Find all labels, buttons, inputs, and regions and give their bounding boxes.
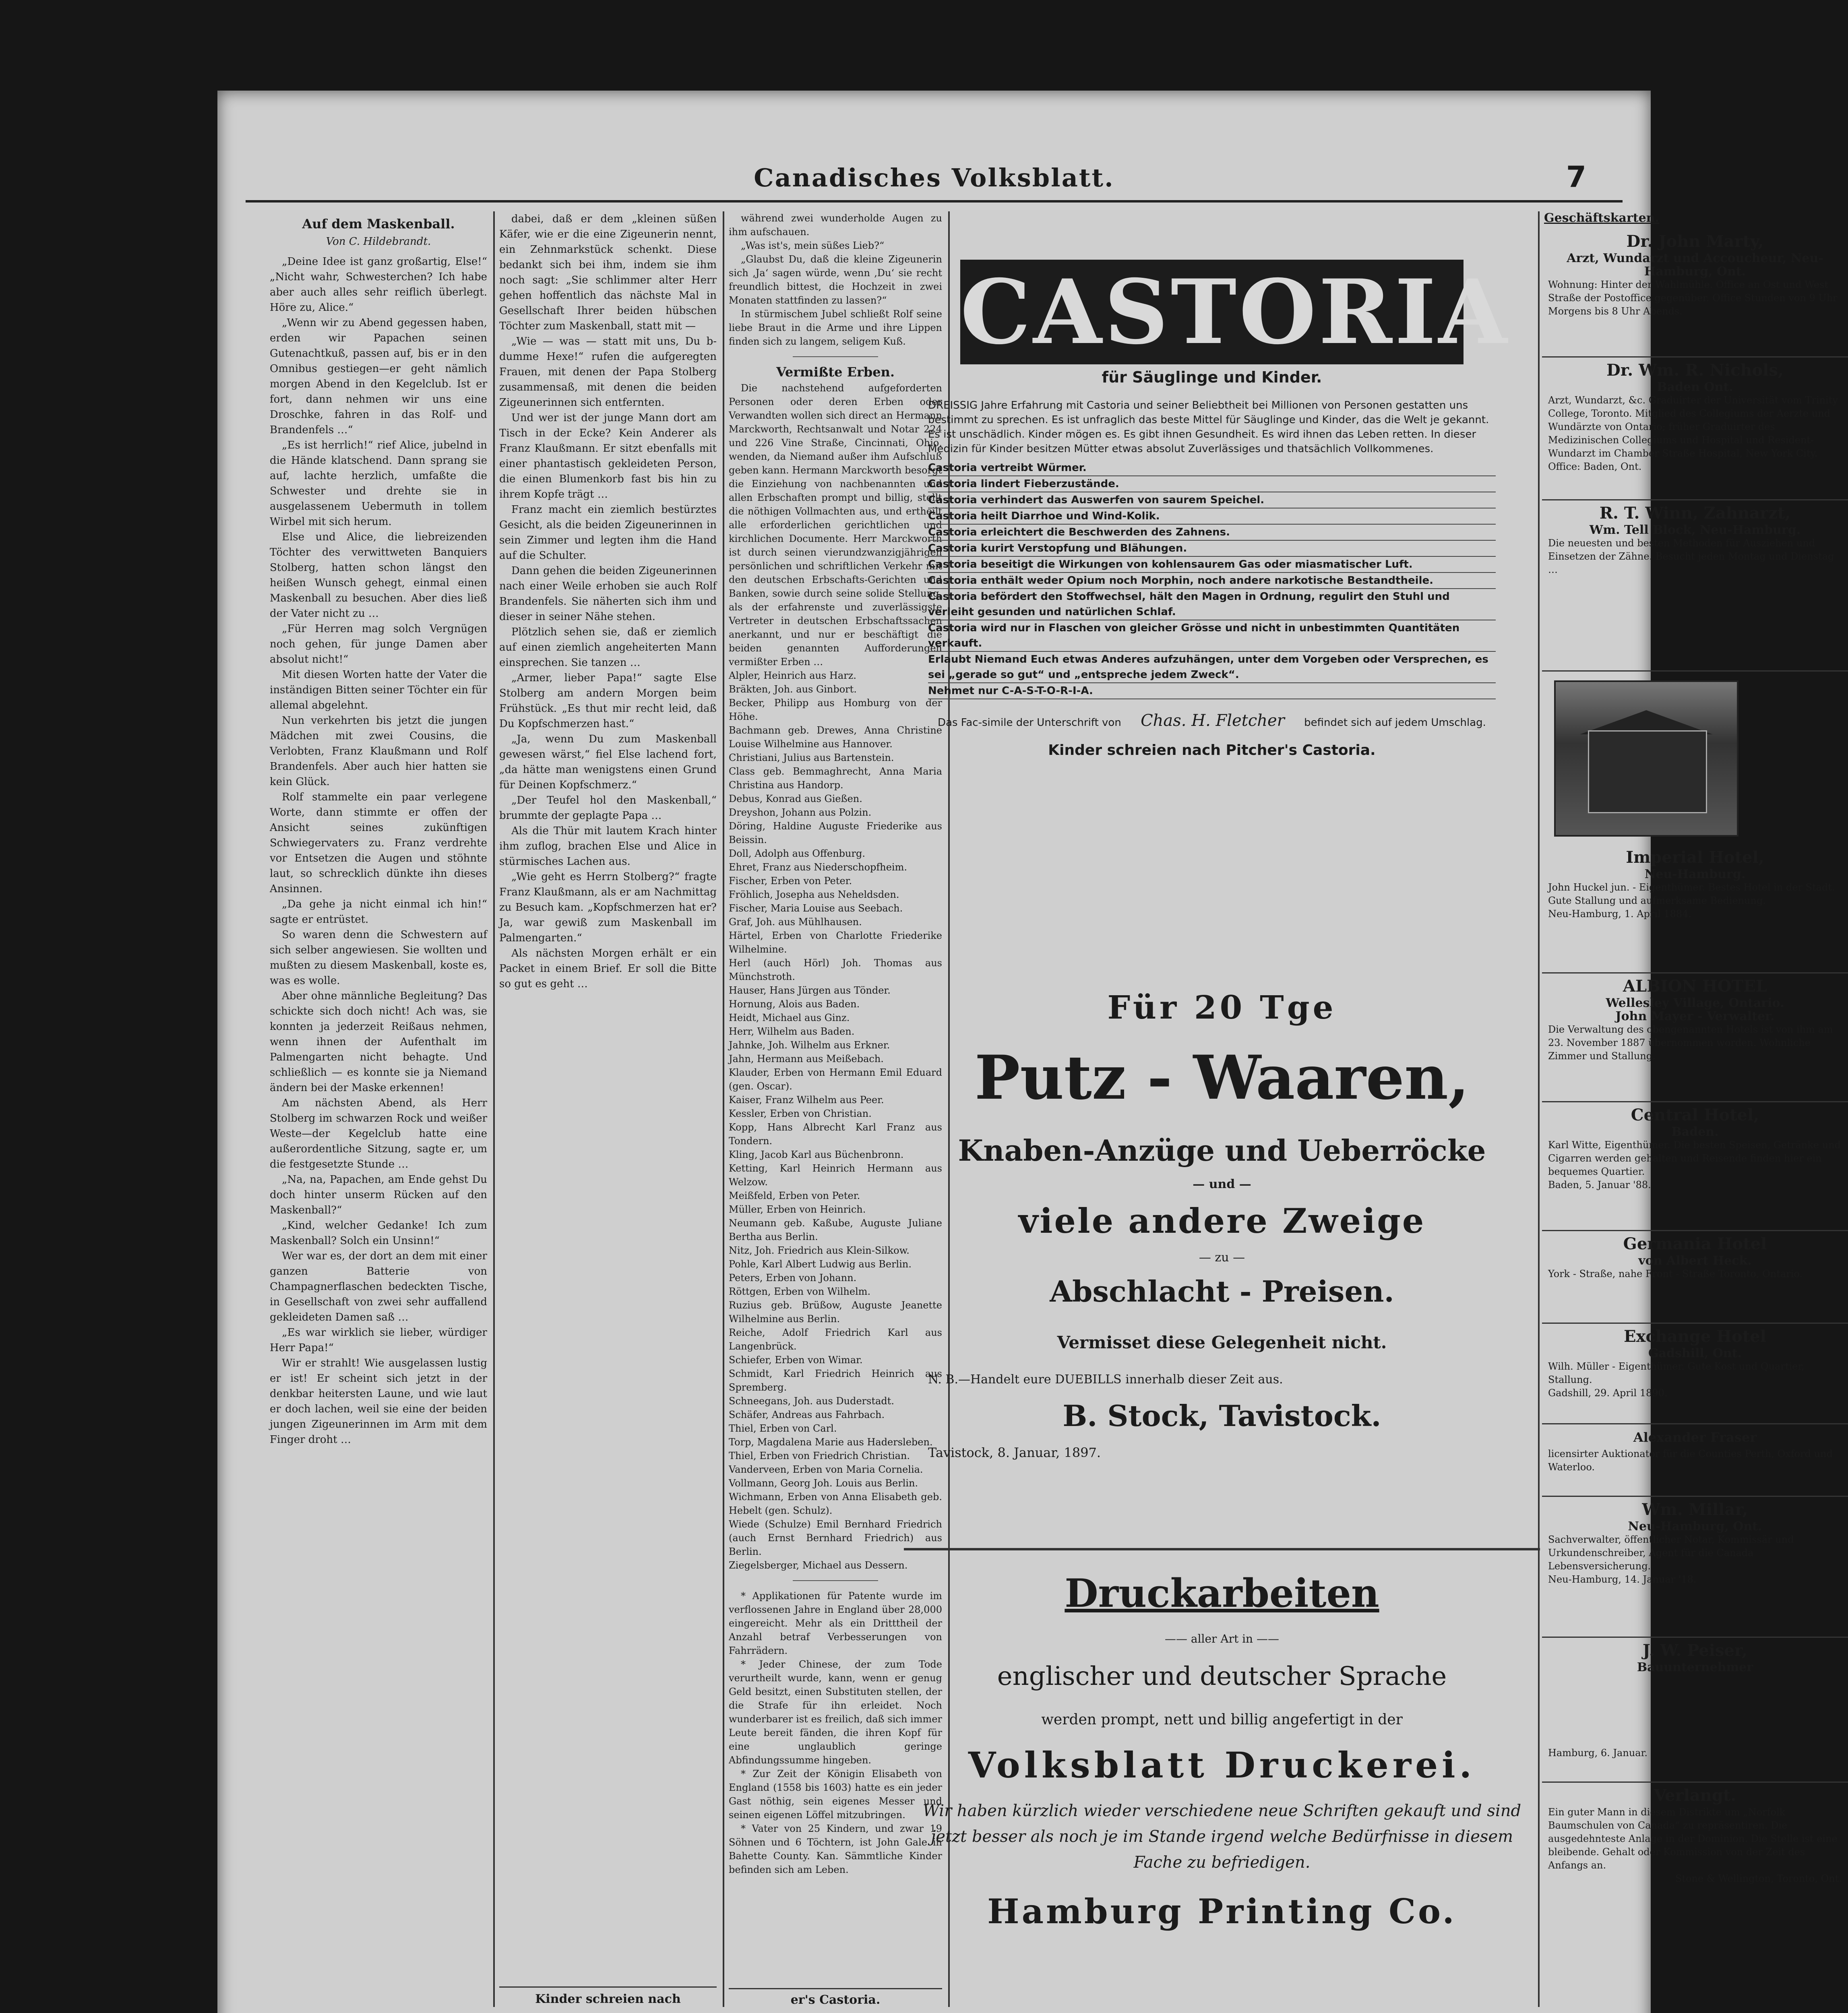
card-divider (1542, 1782, 1848, 1783)
erben-name: Heidt, Michael aus Ginz. (729, 1012, 850, 1023)
erben-name: Röttgen, Erben von Wilhelm. (729, 1286, 871, 1297)
story-paragraph: Mit diesen Worten hatte der Vater die inständigen Bitten seiner Töchter ein für allemal abgelehnt. (270, 669, 487, 711)
erben-name: Müller, Erben von Heinrich. (729, 1204, 866, 1215)
card-title: Alexander Fraser (1633, 1430, 1757, 1445)
erben-name: Ketting, Karl Heinrich Hermann aus Welzow. (729, 1163, 942, 1188)
erben-name: Reiche, Adolf Friedrich Karl aus Langenbrück. (729, 1327, 942, 1352)
druck-company: Hamburg Printing Co. (987, 1891, 1457, 1931)
card-title: Dr. John Marty, (1626, 232, 1764, 251)
erben-name: Kling, Jacob Karl aus Büchenbronn. (729, 1149, 904, 1160)
card-title: Wm. Millar, (1642, 1500, 1748, 1519)
erben-name: Schiefer, Erben von Wimar. (729, 1354, 863, 1366)
card-date: Hamburg, 6. Januar. (1548, 1747, 1648, 1759)
card-title: Verlangt. (1654, 1786, 1736, 1805)
section-divider (793, 356, 878, 357)
card-subtitle: Wm. Tell Block, Neu-Hamburg. (1589, 523, 1801, 537)
column-rule (1538, 211, 1540, 2007)
castoria-logo: CASTORIA (960, 260, 1510, 364)
news-note: * Applikationen für Patente wurde im verflossenen Jahre in England über 28,000 eingereicht. Mehr als ein Dritttheil der Anzahl betraf Verbesserungen von Fahrrädern. (729, 1590, 942, 1656)
story-paragraph: „Es war wirklich sie lieber, würdiger Herr Papa!“ (270, 1327, 487, 1354)
erben-name: Vanderveen, Erben von Maria Cornelia. (729, 1464, 923, 1475)
card-text: Die Verwaltung des obengenannten Hotels ist von ihm am 23. November 1887 übernommen worden. Wohnliche Zimmer und Stallung. (1548, 1024, 1833, 1062)
news-note: * Zur Zeit der Königin Elisabeth von England (1558 bis 1603) hatte es ein jeder Gast nöthig, sein eigenes Messer und seinen eigenen Löffel mitzubringen. (729, 1768, 942, 1821)
story-paragraph: „Für Herren mag solch Vergnügen noch gehen, für junge Damen aber absolut nicht!“ (270, 623, 487, 665)
card-imperial-hotel (1544, 847, 1846, 921)
card-text: Ein guter Mann in diesem Distrikte um „Norfolk Baumschulen von Canada“ zu repräsentiren. Die ausgedehnteste Anlage in der Dominion. Die Stelle ist eine bleibende. Gehalt oder Kommission von der Zeit des Anfangs an. (1548, 1806, 1838, 1871)
card-verlangt (1544, 1786, 1846, 1885)
erben-name: Hornung, Alois aus Baden. (729, 998, 860, 1010)
story-paragraph: während zwei wunderholde Augen zu ihm aufschauen. (729, 213, 942, 238)
erben-name: Meißfeld, Erben von Peter. (729, 1190, 860, 1201)
erben-name: Debus, Konrad aus Gießen. (729, 793, 862, 804)
erben-name: Nitz, Joh. Friedrich aus Klein-Silkow. (729, 1245, 910, 1256)
erben-name: Hauser, Hans Jürgen aus Tönder. (729, 985, 891, 996)
card-title: Imperial Hotel, (1626, 848, 1764, 867)
story-paragraph: So waren denn die Schwestern auf sich selber angewiesen. Sie wollten und mußten zu diesem Maskenball, koste es, was es wolle. (270, 929, 487, 987)
druck-heading: Druckarbeiten (1065, 1571, 1379, 1616)
erben-name: Kopp, Hans Albrecht Karl Franz aus Tondern. (729, 1122, 942, 1147)
castoria-benefit: Castoria wird nur in Flaschen von gleicher Grösse und nicht in unbestimmten Quantitäten verkauft. (928, 620, 1496, 652)
castoria-subtitle: für Säuglinge und Kinder. (1102, 368, 1322, 386)
story-paragraph: Am nächsten Abend, als Herr Stolberg im schwarzen Rock und weißer Weste—der Kegelclub hatte eine außerordentliche Sitzung, sagte er, um die festgesetzte Stunde … (270, 1097, 487, 1170)
erben-name: Fischer, Erben von Peter. (729, 875, 852, 887)
erben-name: Pohle, Karl Albert Ludwig aus Berlin. (729, 1259, 912, 1270)
story-paragraph: „Was ist's, mein süßes Lieb?“ (741, 240, 885, 251)
druck-line: werden prompt, nett und billig angefertigt in der (1041, 1711, 1403, 1728)
story-paragraph: Aber ohne männliche Begleitung? Das schickte sich doch nicht! Ach was, sie konnten ja jederzeit Reißaus nehmen, wenn ihnen der Aufenthalt im Palmengarten nicht behagte. Und schließlich — es konnte sie ja Niemand ändern bei der Maske erkennen! (270, 990, 487, 1094)
druck-printery: Volksblatt Druckerei. (968, 1744, 1476, 1786)
putz-date: Tavistock, 8. Januar, 1897. (928, 1445, 1101, 1460)
erben-name: Jahnke, Joh. Wilhelm aus Erkner. (729, 1040, 890, 1051)
castoria-benefit: Castoria vertreibt Würmer. (928, 460, 1496, 476)
card-date: Neu-Hamburg, 1. April 1884. (1548, 908, 1692, 920)
story-paragraph: „Wenn wir zu Abend gegessen haben, erden wir Papachen seinen Gutenachtkuß, passen auf, bis er in den Omnibus gestiegen—er geht nämlich morgen Abend in den Kegelclub. Ist er fort, dann nehmen wir uns eine Droschke, fahren in das Rolf- und Brandenfels …“ (270, 317, 487, 436)
erben-name: Christiani, Julius aus Bartenstein. (729, 752, 894, 763)
business-cards-header-block (1544, 211, 1846, 225)
card-subtitle: Neu-Hamburg, Ont. (1628, 1519, 1762, 1534)
erben-name: Doll, Adolph aus Offenburg. (729, 848, 865, 859)
column-rule (493, 211, 495, 2007)
story-paragraph: Als die Thür mit lautem Krach hinter ihm zuflog, brachen Else und Alice in stürmisches Lachen aus. (499, 825, 717, 868)
story-heading: Auf dem Maskenball. (302, 216, 455, 231)
card-title: R. T. Winn, Zahnarzt, (1599, 504, 1791, 523)
erben-name: Becker, Philipp aus Homburg von der Höhe. (729, 697, 942, 722)
putz-line: Knaben-Anzüge und Ueberröcke (958, 1133, 1486, 1168)
card-subtitle: Neu-Hamburg. (1644, 867, 1746, 881)
erben-name: Thiel, Erben von Friedrich Christian. (729, 1450, 910, 1461)
putz-note: N. B.—Handelt eure DUEBILLS innerhalb dieser Zeit aus. (928, 1372, 1283, 1387)
story-paragraph: Wer war es, der dort an dem mit einer ganzen Batterie von Champagnerflaschen bedeckten Tische, in Gesellschaft von zwei sehr auffallend gekleideten Damen saß … (270, 1250, 487, 1323)
castoria-benefit: Castoria kurirt Verstopfung und Blähungen. (928, 541, 1496, 557)
card-text: licensirter Auktionator für die Counties Perth, Oxford und Waterloo. (1548, 1448, 1833, 1473)
erben-name: Ziegelsberger, Michael aus Dessern. (729, 1560, 908, 1571)
story-paragraph: „Wie geht es Herrn Stolberg?“ fragte Franz Klaußmann, als er am Nachmittag zu Besuch kam. „Kopfschmerzen hat er? Ja, war gewiß zum Maskenball im Palmengarten.“ (499, 871, 717, 944)
erben-name: Klauder, Erben von Hermann Emil Eduard (gen. Oscar). (729, 1067, 942, 1092)
card-text: Die neuesten und besten Methoden für Ausziehen und Einsetzen der Zähne. Besucht jeden Montag und Dienstag … (1548, 537, 1834, 575)
erben-name: Herl (auch Hörl) Joh. Thomas aus Münchstroth. (729, 957, 942, 982)
card-subtitle: Gadshill, Ont. (1648, 1346, 1742, 1360)
story-paragraph: Else und Alice, die liebreizenden Töchter des verwittweten Banquiers Stolberg, hatten schon längst den heißen Wunsch gehegt, einmal einen Maskenball zu besuchen. Aber dies ließ der Vater nicht zu … (270, 531, 487, 620)
castoria-advertisement (904, 244, 1520, 900)
erben-name: Peters, Erben von Johann. (729, 1272, 857, 1283)
card-text: Wohnung: Hinter der Wahlmühle. Office an Ost und West Straße der Postoffice gegenüber. Office Stunden von 9 Uhr Morgens bis 8 Uhr Abends. (1548, 279, 1838, 317)
column-story-part1 (270, 211, 487, 2007)
story-paragraph: In stürmischem Jubel schließt Rolf seine liebe Braut in die Arme und ihre Lippen finden sich zu langem, seligem Kuß. (729, 308, 942, 347)
card-fraser (1544, 1427, 1846, 1474)
erben-name: Ruzius geb. Brüßow, Auguste Jeanette Wilhelmine aus Berlin. (729, 1300, 942, 1325)
business-cards-header: Geschäftskarten. (1544, 211, 1659, 225)
castoria-benefit: Castoria erleichtert die Beschwerden des Zahnens. (928, 525, 1496, 541)
story-paragraph: Rolf stammelte ein paar verlegene Worte, dann stimmte er offen der Ansicht seines zukünftigen Schwiegervaters zu. Franz verdrehte vor Entsetzen die Augen und stöhnte laut, so schrecklich dünkte ihn dieses Ansinnen. (270, 791, 487, 895)
story-paragraph: „Armer, lieber Papa!“ sagte Else Stolberg am andern Morgen beim Frühstück. „Es thut mir recht leid, daß Du Kopfschmerzen hast.“ (499, 672, 717, 730)
druck-line: englischer und deutscher Sprache (997, 1662, 1447, 1691)
castoria-benefit: Castoria beseitigt die Wirkungen von kohlensaurem Gas oder miasmatischer Luft. (928, 557, 1496, 573)
story-paragraph: „Glaubst Du, daß die kleine Zigeunerin sich ‚Ja‘ sagen würde, wenn ‚Du‘ sie recht freundlich bittest, die Hochzeit in zwei Monaten stattfinden zu lassen?“ (729, 254, 942, 306)
card-title: ALBION HOTEL (1623, 977, 1767, 996)
erben-name: Class geb. Bemmaghrecht, Anna Maria Christina aus Handorp. (729, 766, 942, 791)
putz-connector: — zu — (1199, 1250, 1245, 1265)
card-subtitle: Baden. (1671, 1125, 1719, 1139)
story-paragraph: „Wie — was — statt mit uns, Du b-dumme Hexe!“ rufen die aufgeregten Frauen, mit denen der Papa Stolberg zusammensaß, mit denen die beiden Zigeunerinnen sich entfernten. (499, 335, 717, 409)
card-text: Wilh. Müller - Eigenthümer. Gute Kost und Quartier, Stallung. (1548, 1361, 1805, 1385)
card-date: Gadshill, 29. April 1890. (1548, 1387, 1668, 1399)
news-note: * Vater von 25 Kindern, und zwar 19 Söhnen und 6 Töchtern, ist John Gale in Bahette County. Kan. Sämmtliche Kinder befinden sich am Leben. (729, 1823, 942, 1875)
erben-name: Schäfer, Andreas aus Fahrbach. (729, 1409, 885, 1420)
column-story-part2 (499, 211, 717, 2007)
card-albion-hotel (1544, 976, 1846, 1063)
erben-name: Döring, Haldine Auguste Friederike aus Beissin. (729, 820, 942, 845)
card-divider (1542, 1230, 1848, 1231)
card-subtitle: Wellesley Village, Ontario. (1606, 996, 1784, 1010)
erben-name: Härtel, Erben von Charlotte Friederike Wilhelmine. (729, 930, 942, 955)
erben-name: Jahn, Hermann aus Meißebach. (729, 1053, 884, 1064)
page-number: 7 (1566, 160, 1586, 194)
castoria-benefit: Castoria verhindert das Auswerfen von saurem Speichel. (928, 492, 1496, 508)
story-paragraph: „Es ist herrlich!“ rief Alice, jubelnd in die Hände klatschend. Dann sprang sie auf, lachte herzlich, umfaßte die Schwester und drehte sie in ausgelassenem Uebermuth in tollem Wirbel mit sich herum. (270, 439, 487, 528)
castoria-benefit: Castoria lindert Fieberzustände. (928, 476, 1496, 492)
column-footer-text: er's Castoria. (729, 1988, 942, 2007)
column-footer-text: Kinder schreien nach (499, 1986, 717, 2007)
story-paragraph: „Der Teufel hol den Maskenball,“ brummte der geplagte Papa … (499, 794, 717, 822)
castoria-signature-line (904, 711, 1520, 730)
putz-connector: — und — (1193, 1177, 1251, 1191)
story-paragraph: „Deine Idee ist ganz großartig, Else!“ „Nicht wahr, Schwesterchen? Ich habe aber auch alles sehr reiflich überlegt. Höre zu, Alice.“ (270, 256, 487, 314)
column-rule (723, 211, 724, 2007)
erben-name: Torp, Magdalena Marie aus Hadersleben. (729, 1436, 933, 1448)
erben-name: Vollmann, Georg Joh. Louis aus Berlin. (729, 1478, 918, 1489)
card-text: Karl Witte, Eigenthümer. Die besten Speisen, Getränke und Cigarren werden gehalten und Reisende finden hier ein bequemes Quartier. (1548, 1139, 1841, 1177)
story-paragraph: Franz macht ein ziemlich bestürztes Gesicht, als die beiden Zigeunerinnen in sein Zimmer und legten ihm die Hand auf die Schulter. (499, 504, 717, 562)
druck-text: Wir haben kürzlich wieder verschiedene neue Schriften gekauft und sind jetzt besser als noch je im Stande irgend welche Bedürfnisse in diesem Fache zu befriedigen. (922, 1802, 1521, 1872)
card-germania-hotel (1544, 1234, 1846, 1281)
card-owner: John Mayer - Verwalter. (1615, 1009, 1775, 1023)
erben-name: Graf, Joh. aus Mühlhausen. (729, 916, 862, 928)
erben-name: Kessler, Erben von Christian. (729, 1108, 872, 1119)
masthead-title: Canadisches Volksblatt. (754, 163, 1114, 192)
erben-name: Wichmann, Erben von Anna Elisabeth geb. Hebelt (gen. Schulz). (729, 1491, 942, 1516)
erben-name: Neumann geb. Kaßube, Auguste Juliane Bertha aus Berlin. (729, 1217, 942, 1242)
erben-name: Schmidt, Karl Friedrich Heinrich aus Spremberg. (729, 1368, 942, 1393)
card-divider (1542, 1101, 1848, 1102)
putz-line: Vermisset diese Gelegenheit nicht. (1057, 1333, 1387, 1352)
card-divider (1542, 356, 1848, 358)
fletcher-signature: Chas. H. Fletcher (1141, 711, 1285, 730)
story-paragraph: Dann gehen die beiden Zigeunerinnen nach einer Weile erhoben sie auch Rolf Brandenfels. Sie näherten sich ihm und dieser in seiner Nähe stehen. (499, 565, 717, 623)
erben-name: Bachmann geb. Drewes, Anna Christine Louise Wilhelmine aus Hannover. (729, 725, 942, 750)
erben-heading: Vermißte Erben. (776, 364, 895, 380)
story-paragraph: Plötzlich sehen sie, daß er ziemlich auf einen ziemlich angeheiterten Mann einsprechen. Sie tanzen … (499, 626, 717, 669)
card-divider (1542, 972, 1848, 973)
erben-intro: Die nachstehend aufgeforderten Personen oder deren Erben oder Verwandten wollen sich direct an Hermann Marckworth, Rechtsanwalt und Notar 224 und 226 Vine Straße, Cincinnati, Ohio, wenden, da Niemand außer ihm Aufschluß geben kann. Hermann Marckworth besorgt die Einziehung von nachbenannten und allen Erbschaften prompt und billig, stellt die nöthigen Vollmachten aus, und ertheilt alle erforderlichen gerichtlichen und kirchlichen Documente. Herr Marckworth ist durch seinen vierundzwanzigjährigen persönlichen und schriftlichen Verkehr mit den deutschen Erbschafts-Gerichten und Banken, sowie durch seine solide Stellung, als der erfahrenste und zuverlässigste Vertreter in deutschen Erbschaftssachen anerkannt, und nur er beschäftigt die beiden genannten Aufforderungen vermißter Erben … (729, 382, 942, 668)
card-subtitle: Baden Ont. (1657, 380, 1733, 394)
putz-merchant: B. Stock, Tavistock. (1062, 1399, 1381, 1433)
erben-name: Ehret, Franz aus Niederschopfheim. (729, 862, 907, 873)
card-marty (1544, 231, 1846, 318)
putz-days: Für 20 Tge (1107, 988, 1337, 1026)
card-title: J. W. Peiser, (1643, 1641, 1747, 1660)
story-paragraph: „Kind, welcher Gedanke! Ich zum Maskenball? Solch ein Unsinn!“ (270, 1219, 487, 1247)
card-title: Exchange Hotel (1624, 1327, 1766, 1346)
hotel-building-shape (1588, 730, 1707, 813)
castoria-benefit: Castoria befördert den Stoffwechsel, hält den Magen in Ordnung, regulirt den Stuhl und verleiht gesunden und natürlichen Schlaf. (928, 589, 1496, 620)
card-winn (1544, 503, 1846, 577)
castoria-benefit-list (904, 460, 1520, 699)
story-paragraph: Wir er strahlt! Wie ausgelassen lustig er ist! Er scheint sich jetzt in der denkbar heitersten Laune, und wie laut er doch lachen, weil sie eine der beiden jungen Zigeunerinnen im Arm mit dem Finger droht … (270, 1357, 487, 1446)
card-divider (1542, 1637, 1848, 1638)
card-text: John Huckel jun. - Eigenthümer. Bestes Hotel in der Stadt. Gute Stallung und aufmerksame Bedienung. (1548, 882, 1835, 906)
story-byline: Von C. Hildebrandt. (326, 236, 431, 248)
card-divider (1542, 499, 1848, 500)
card-millar (1544, 1500, 1846, 1586)
card-central-hotel (1544, 1105, 1846, 1192)
story-paragraph: „Na, na, Papachen, am Ende gehst Du doch hinter unserm Rücken auf den Maskenball?“ (270, 1174, 487, 1216)
castoria-intro: DREISSIG Jahre Erfahrung mit Castoria und seiner Beliebtheit bei Millionen von Personen gestatten uns bestimmt zu sprechen. Es ist unfraglich das beste Mittel für Säuglinge und Kinder, das die Welt je gekannt. Es ist unschädlich. Kinder mögen es. Es gibt ihnen Gesundheit. Es wird ihnen das Leben retten. In dieser Medizin für Kinder besitzen Mütter etwas absolut Zuverlässiges und thatsächlich Vollkommenes. (928, 399, 1489, 455)
card-nichols (1544, 360, 1846, 473)
putz-waaren-advertisement (904, 956, 1540, 1536)
putz-line: Abschlacht - Preisen. (1050, 1274, 1394, 1308)
hotel-engraving-image (1554, 680, 1738, 837)
erben-name: Alpler, Heinrich aus Harz. (729, 670, 856, 681)
masthead (217, 160, 1651, 207)
putz-line: viele andere Zweige (1018, 1201, 1426, 1241)
erben-name: Wiede (Schulze) Emil Bernhard Friedrich (auch Ernst Bernhard Friedrich) aus Berlin. (729, 1519, 942, 1557)
card-subtitle: von Albert Heck. (1638, 1254, 1752, 1268)
story-paragraph: „Ja, wenn Du zum Maskenball gewesen wärst,“ fiel Else lachend fort, „da hätte man wenigstens einen Grund für Deinen Kopfschmerz.“ (499, 733, 717, 791)
erben-name: Fröhlich, Josepha aus Neheldsden. (729, 889, 899, 900)
masthead-rule (246, 200, 1623, 203)
erben-name: Bräkten, Joh. aus Ginbort. (729, 684, 857, 695)
card-signature: Stone & Wellington, Toronto, Ont. (1675, 1873, 1842, 1884)
castoria-benefit: Castoria enthält weder Opium noch Morphin, noch andere narkotische Bestandtheile. (928, 573, 1496, 589)
signature-suffix: befindet sich auf jedem Umschlag. (1304, 717, 1486, 729)
story-paragraph: Als nächsten Morgen erhält er ein Packet in einem Brief. Er soll die Bitte so gut es geht … (499, 947, 717, 990)
section-divider (793, 1580, 878, 1581)
card-date: Neu-Hamburg, 14. Januar '18. (1548, 1574, 1697, 1585)
card-title: Dr. Wm. R. Nichols, (1606, 361, 1784, 380)
erben-name: Schneegans, Joh. aus Duderstadt. (729, 1395, 895, 1407)
erben-name: Thiel, Erben von Carl. (729, 1423, 837, 1434)
card-subtitle: Bauunternehmer (1637, 1660, 1753, 1674)
card-peiser (1544, 1641, 1846, 1760)
erben-name: Dreyshon, Johann aus Polzin. (729, 807, 872, 818)
castoria-benefit: Nehmet nur C-A-S-T-O-R-I-A. (928, 683, 1496, 699)
story-paragraph: Nun verkehrten bis jetzt die jungen Mädchen mit zwei Cousins, die Verlobten, Franz Klaußmann und Rolf Brandenfels. Aber auch hier hatten sie kein Glück. (270, 715, 487, 788)
newspaper-page (217, 91, 1842, 2013)
card-divider (1542, 670, 1848, 672)
card-title: Germania Hotel (1623, 1234, 1767, 1253)
castoria-slogan: Kinder schreien nach Pitcher's Castoria. (1048, 742, 1376, 758)
card-divider (1542, 1323, 1848, 1324)
story-paragraph: Und wer ist der junge Mann dort am Tisch in der Ecke? Kein Anderer als Franz Klaußmann. Er sitzt ebenfalls mit einer phantastisch gekleideten Person, die einen Blumenkorb fast bis hin zu ihrem Kopfe trägt … (499, 412, 717, 500)
card-text: Arzt, Wundarzt, &c. Graduirter der Universität vom Trinity College, Toronto. Mitglied des Collegiums der Aerzte und Wundärzte von Ontario; früher Graduirter des Medizinischen Collegiums und Hospital und Resident-Wundarzt im Chamber Straße Hospital, New York City. Office: Baden, Ont. (1548, 395, 1838, 472)
erben-name: Fischer, Maria Louise aus Seebach. (729, 903, 903, 914)
signature-prefix: Das Fac-simile der Unterschrift von (938, 717, 1121, 729)
castoria-benefit: Castoria heilt Diarrhoe und Wind-Kolik. (928, 508, 1496, 525)
card-exchange-hotel (1544, 1327, 1846, 1400)
card-date: Baden, 5. Januar '88. (1548, 1179, 1651, 1190)
story-paragraph: dabei, daß er dem „kleinen süßen Käfer, wie er die eine Zigeunerin nennt, ein Zehnmarkstück schenkt. Diese bedankt sich bei ihm, indem sie ihm noch sagt: „Sie schlimmer alter Herr gehen hoffentlich das nächste Mal in Gesellschaft Ihrer beiden hübschen Töchter zum Maskenball, statt mit — (499, 213, 717, 332)
story-paragraph: „Da gehe ja nicht einmal ich hin!“ sagte er entrüstet. (270, 898, 487, 926)
card-text: York - Straße, nahe Front - Straße Toronto, Ontario. (1548, 1268, 1803, 1279)
druck-line: —— aller Art in —— (1164, 1632, 1279, 1645)
erben-name: Herr, Wilhelm aus Baden. (729, 1026, 855, 1037)
card-title: Central Hotel, (1631, 1106, 1759, 1124)
castoria-benefit: Erlaubt Niemand Euch etwas Anderes aufzuhängen, unter dem Vorgeben oder Versprechen, es sei „gerade so gut“ und „entspreche jedem Zweck“. (928, 652, 1496, 683)
card-text: Sachverwalter, öffentlicher Notar, Kommissär und Urkundenschreiber, Agent für die Canada Lebensversicherung. (1548, 1534, 1794, 1572)
druckarbeiten-advertisement (904, 1548, 1540, 1969)
erben-name: Kaiser, Franz Wilhelm aus Peer. (729, 1094, 884, 1106)
card-subtitle: Arzt, Wundarzt und Accoucheur, Neu-Hamburg, Ont. (1567, 251, 1823, 279)
putz-headline: Putz - Waaren, (974, 1042, 1470, 1113)
card-divider (1542, 1496, 1848, 1497)
card-divider (1542, 1423, 1848, 1424)
news-note: * Jeder Chinese, der zum Tode verurtheilt wurde, kann, wenn er genug Geld besitzt, einen Substituten stellen, der die Strafe für ihn erleidet. Noch wunderbarer ist es freilich, daß sich immer Leute bereit fänden, die ihren Kopf für eine unglaublich geringe Abfindungssumme hingeben. (729, 1659, 942, 1766)
